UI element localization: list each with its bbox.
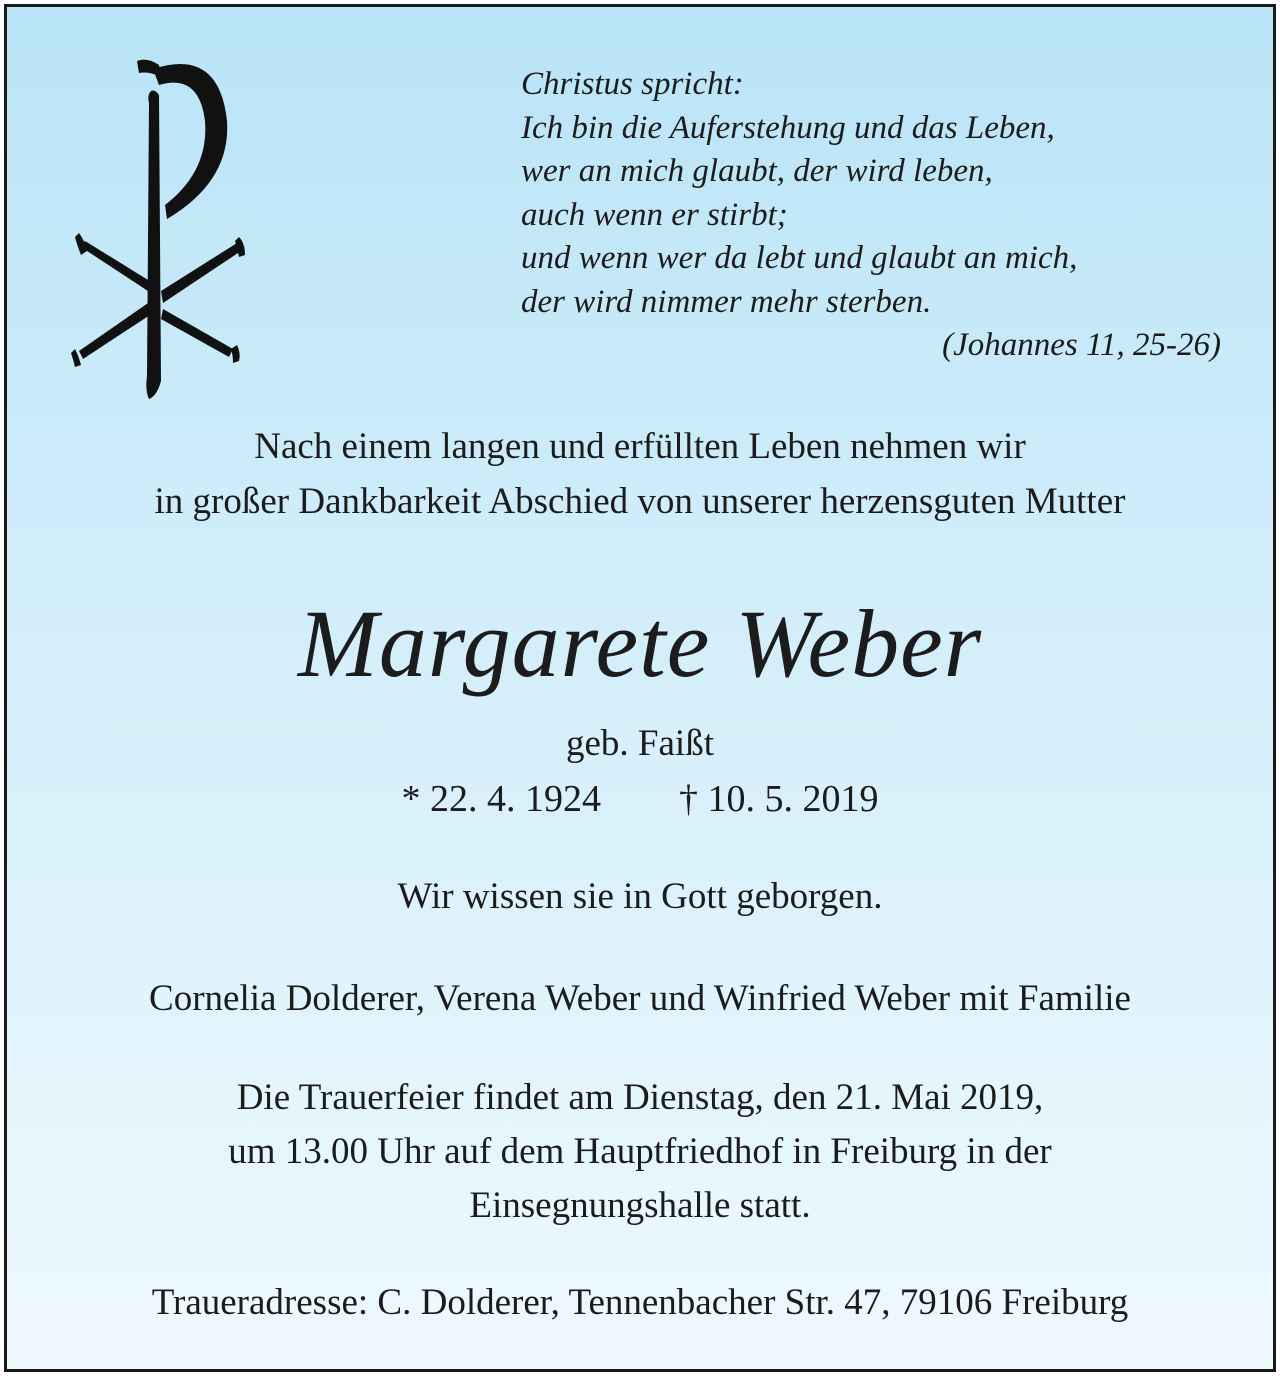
- intro-text: [7, 419, 1273, 529]
- quote-line: und wenn wer da lebt und glaubt an mich,: [521, 240, 1078, 276]
- quote-line: wer an mich glaubt, der wird leben,: [521, 153, 993, 189]
- quote-line: der wird nimmer mehr sterben.: [521, 283, 932, 320]
- mourners-list: Cornelia Dolderer, Verena Weber und Winfried Weber mit Familie: [149, 978, 1131, 1019]
- life-dates: [7, 773, 1273, 825]
- quote-line: auch wenn er stirbt;: [521, 196, 788, 233]
- service-line: um 13.00 Uhr auf dem Hauptfriedhof in Freiburg in der: [228, 1131, 1052, 1172]
- mourning-address: Traueradresse: C. Dolderer, Tennenbacher Str. 47, 79106 Freiburg: [151, 1282, 1129, 1323]
- quote-reference: (Johannes 11, 25-26): [942, 327, 1221, 363]
- funeral-service-info: [7, 1071, 1273, 1233]
- quote-line: Christus spricht:: [521, 66, 744, 102]
- obituary-notice: [4, 4, 1276, 1372]
- bible-quote: [521, 63, 1221, 368]
- death-date: † 10. 5. 2019: [679, 778, 879, 820]
- service-line: Einsegnungshalle statt.: [469, 1185, 811, 1226]
- maiden-name: geb. Faißt: [566, 723, 714, 764]
- service-line: Die Trauerfeier findet am Dienstag, den 21. Mai 2019,: [236, 1077, 1044, 1118]
- intro-line: Nach einem langen und erfüllten Leben nehmen wir: [254, 426, 1026, 467]
- deceased-name: Margarete Weber: [297, 590, 983, 697]
- chi-rho-icon: [69, 51, 249, 401]
- intro-line: in großer Dankbarkeit Abschied von unserer herzensguten Mutter: [154, 481, 1126, 522]
- quote-line: Ich bin die Auferstehung und das Leben,: [521, 109, 1055, 146]
- faith-statement: Wir wissen sie in Gott geborgen.: [397, 876, 883, 917]
- birth-date: * 22. 4. 1924: [401, 778, 601, 820]
